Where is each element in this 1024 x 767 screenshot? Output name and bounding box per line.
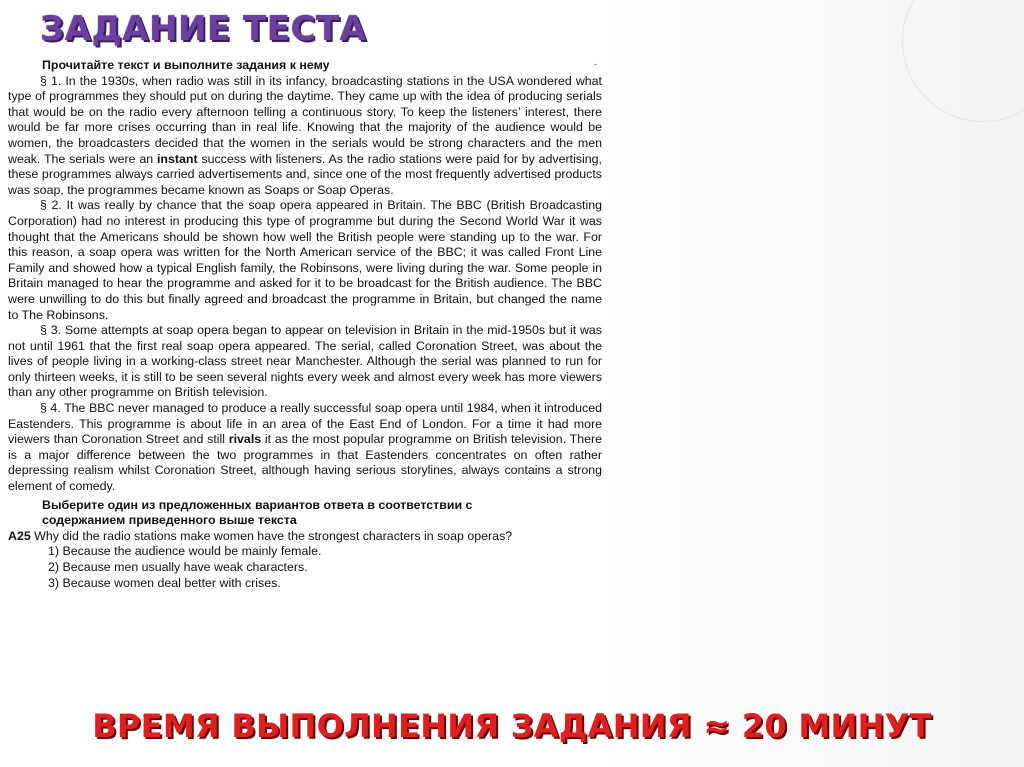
paragraph-4-bold-word: rivals	[228, 432, 262, 447]
paragraph-4-text-b: it as the most popular programme on British television. There is a major difference between the two programmes in that Eastenders concentrates on often rather depressing realism whilst Coronation Street, although having serious storylines, always contains a strong element of comedy.	[8, 432, 603, 494]
slide-title: ЗАДАНИЕ ТЕСТА	[40, 9, 367, 49]
scan-corner-mark: -	[594, 59, 597, 69]
answer-option-2: 2) Because men usually have weak characters.	[48, 560, 308, 574]
paragraph-1-text-a: § 1. In the 1930s, when radio was still in its infancy, broadcasting stations in the USA wondered what type of programmes they should put on during the daytime. They came up with the idea of producing serials that would be on the radio every afternoon telling a continuous story. To keep the listeners’ interest, there would be far more crises occurring than in real life. Knowing that the majority of the audience would be women, the broadcasters decided that the women in the serials would be strong characters and the men weak. The serials were an	[8, 73, 602, 166]
question-number: A25	[8, 528, 31, 543]
answer-option-1: 1) Because the audience would be mainly female.	[48, 544, 322, 559]
paragraph-1-bold-word: instant	[156, 151, 198, 166]
paragraph-2	[8, 198, 602, 323]
choose-instruction-line-2: содержанием приведенного выше текста	[42, 513, 297, 528]
paragraph-2-text: § 2. It was really by chance that the soap opera appeared in Britain. The BBC (British Broadcasting Corporation) had no interest in producing this type of programme but during the Second World War it was thought that the Americans should be shown how well the British people were standing up to the war. For this reason, a soap opera was written for the North American service of the BBC; it was called Front Line Family and showed how a typical English family, the Robinsons, were living during the war. Some people in Britain managed to hear the programme and asked for it to be broadcast for the British audience. The BBC were unwilling to do this but finally agreed and broadcast the programme in Britain, but changed the name to The Robinsons.	[8, 198, 602, 322]
paragraph-3	[8, 323, 602, 401]
question-a25	[8, 529, 602, 545]
paragraph-3-text: § 3. Some attempts at soap opera began to appear on television in Britain in the mid-1950s but it was not until 1961 that the first real soap opera appeared. The serial, called Coronation Street, was about the lives of people living in a working-class street near Manchester. Although the serial was planned to run for only thirteen weeks, it is still to be seen several nights every week and almost every week has more viewers than any other programme on British television.	[8, 323, 602, 400]
question-text: Why did the radio stations make women have the strongest characters in soap operas?	[30, 528, 513, 543]
paragraph-4	[8, 401, 602, 495]
paragraph-1	[8, 74, 602, 199]
time-limit-banner: ВРЕМЯ ВЫПОЛНЕНИЯ ЗАДАНИЯ ≈ 20 МИНУТ	[92, 707, 932, 745]
paragraph-4-text-a: § 4. The BBC never managed to produce a really successful soap opera until 1984, when it introduced Eastenders. This programme is about life in an area of the East End of London. For a time it had more viewers than Coronation Street and still	[8, 401, 602, 447]
paragraph-1-text-b: success with listeners. As the radio stations were paid for by advertising, these programmes always carried advertisements and, since one of the most frequently advertised products was soap, the programmes became known as Soaps or Soap Operas.	[8, 151, 602, 197]
instruction-heading: Прочитайте текст и выполните задания к нему	[42, 58, 330, 72]
choose-instruction-line-1: Выберите один из предложенных вариантов ответа в соответствии с	[42, 497, 473, 512]
answer-option-3: 3) Because women deal better with crises.	[48, 575, 281, 590]
scanned-test-page	[8, 58, 602, 694]
answer-options	[8, 544, 602, 591]
